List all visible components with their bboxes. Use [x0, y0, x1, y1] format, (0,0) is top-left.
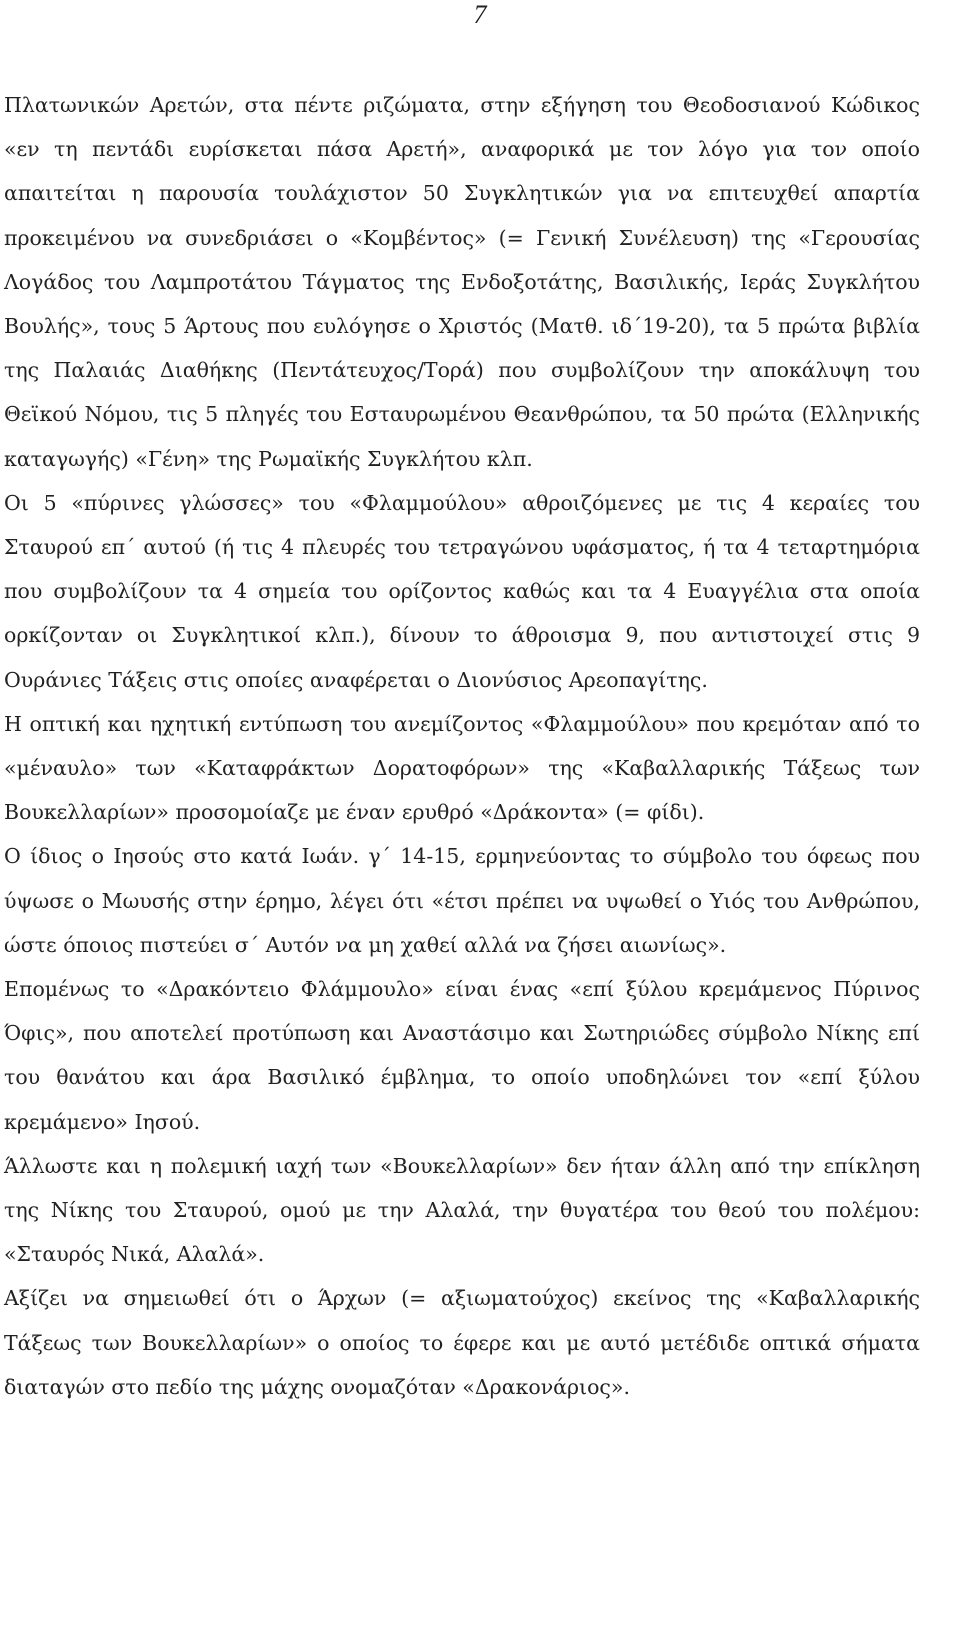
- paragraph-6: Άλλωστε και η πολεμική ιαχή των «Βουκελλαρίων» δεν ήταν άλλη από την επίκληση της Νίκης του Σταυρού, ομού με την Αλαλά, την θυγατέρα του θεού του πολέμου: «Σταυρός Νικά, Αλαλά».: [4, 1153, 920, 1267]
- page-number: 7: [473, 0, 487, 29]
- paragraph-2: Οι 5 «πύρινες γλώσσες» του «Φλαμμούλου» αθροιζόμενες με τις 4 κεραίες του Σταυρού επ΄ αυτού (ή τις 4 πλευρές του τετραγώνου υφάσματος, ή τα 4 τεταρτημόρια που συμβολίζουν τα 4 σημεία του ορίζοντος καθώς και τα 4 Ευαγγέλια στα οποία ορκίζονταν οι Συγκλητικοί κλπ.), δίνουν το άθροισμα 9, που αντιστοιχεί στις 9 Ουράνιες Τάξεις στις οποίες αναφέρεται ο Διονύσιος Αρεοπαγίτης.: [4, 490, 920, 692]
- body-text: [4, 83, 920, 1409]
- paragraph-7: Αξίζει να σημειωθεί ότι ο Άρχων (= αξιωματούχος) εκείνος της «Καβαλλαρικής Τάξεως των Βουκελλαρίων» ο οποίος το έφερε και με αυτό μετέδιδε οπτικά σήματα διαταγών στο πεδίο της μάχης ονομαζόταν «Δρακονάριος».: [4, 1286, 920, 1399]
- paragraph-3: Η οπτική και ηχητική εντύπωση του ανεμίζοντος «Φλαμμούλου» που κρεμόταν από το «μέναυλο» των «Καταφράκτων Δορατοφόρων» της «Καβαλλαρικής Τάξεως των Βουκελλαρίων» προσομοίαζε με έναν ερυθρό «Δράκοντα» (= φίδι).: [4, 711, 920, 825]
- paragraph-5: Επομένως το «Δρακόντειο Φλάμμουλο» είναι ένας «επί ξύλου κρεμάμενος Πύρινος Όφις», που αποτελεί προτύπωση και Αναστάσιμο και Σωτηριώδες σύμβολο Νίκης επί του θανάτου και άρα Βασιλικό έμβλημα, το οποίο υποδηλώνει τον «επί ξύλου κρεμάμενο» Ιησού.: [4, 977, 920, 1134]
- paragraph-4: Ο ίδιος ο Ιησούς στο κατά Ιωάν. γ΄ 14-15, ερμηνεύοντας το σύμβολο του όφεως που ύψωσε ο Μωυσής στην έρημο, λέγει ότι «έτσι πρέπει να υψωθεί ο Υιός του Ανθρώπου, ώστε όποιος πιστεύει σ΄ Αυτόν να μη χαθεί αλλά να ζήσει αιωνίως».: [4, 844, 920, 957]
- paragraph-1: Πλατωνικών Αρετών, στα πέντε ριζώματα, στην εξήγηση του Θεοδοσιανού Κώδικος «εν τη πεντάδι ευρίσκεται πάσα Αρετή», αναφορικά με τον λόγο για τον οποίο απαιτείται η παρουσία τουλάχιστον 50 Συγκλητικών για να επιτευχθεί απαρτία προκειμένου να συνεδριάσει ο «Κομβέντος» (= Γενική Συνέλευση) της «Γερουσίας Λογάδος του Λαμπροτάτου Τάγματος της Ενδοξοτάτης, Βασιλικής, Ιεράς Συγκλήτου Βουλής», τους 5 Άρτους που ευλόγησε ο Χριστός (Ματθ. ιδ΄19-20), τα 5 πρώτα βιβλία της Παλαιάς Διαθήκης (Πεντάτευχος/Τορά) που συμβολίζουν την αποκάλυψη του Θεϊκού Νόμου, τις 5 πληγές του Εσταυρωμένου Θεανθρώπου, τα 50 πρώτα (Ελληνικής καταγωγής) «Γένη» της Ρωμαϊκής Συγκλήτου κλπ.: [4, 93, 920, 471]
